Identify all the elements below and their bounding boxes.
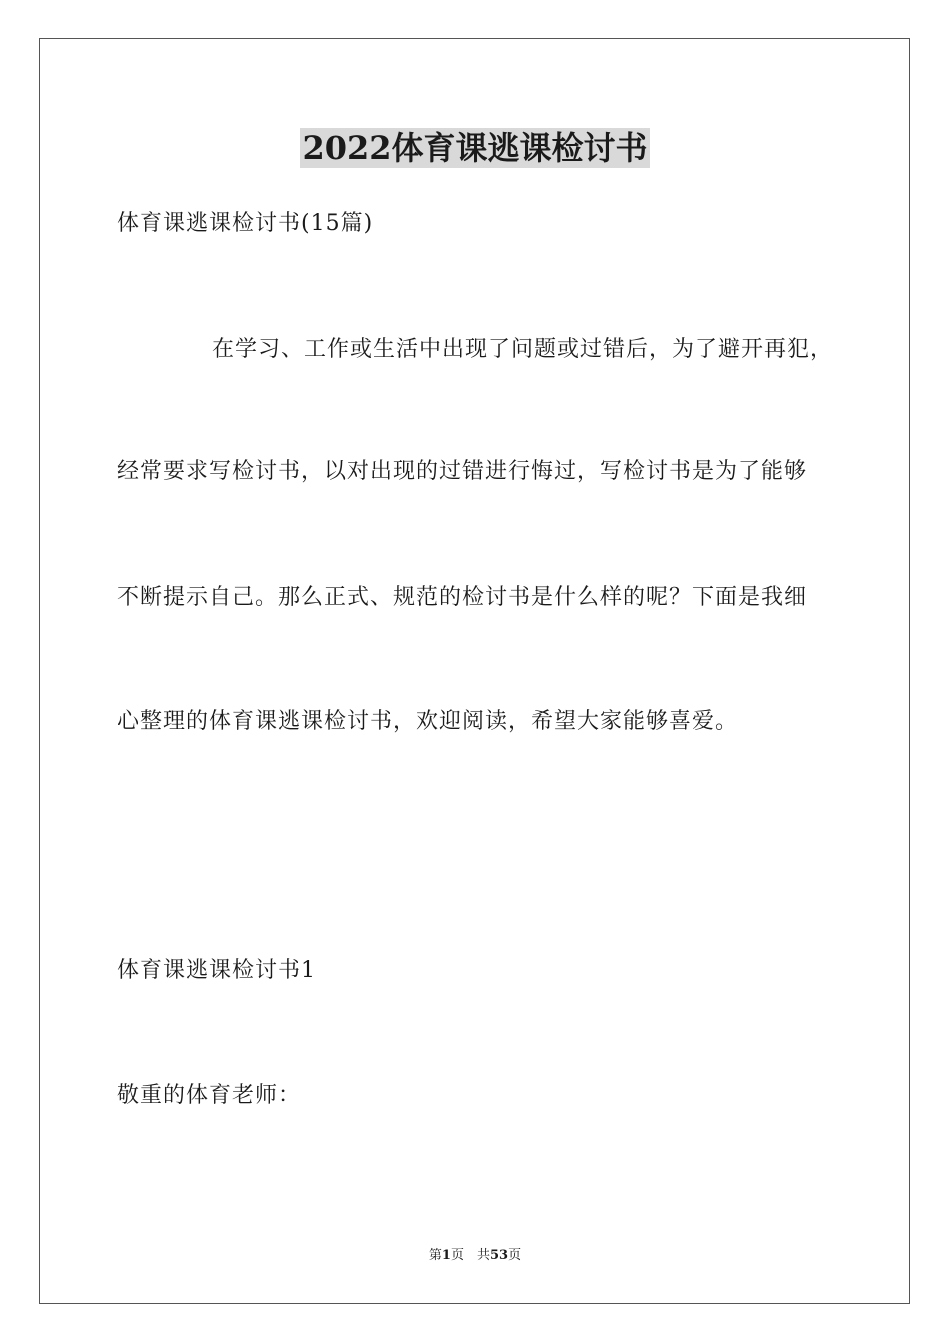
footer-mid: 页 共 xyxy=(450,1248,490,1263)
footer-total-pages: 53 xyxy=(489,1248,509,1263)
intro-line-4: 心整理的体育课逃课检讨书，欢迎阅读，希望大家能够喜爱。 xyxy=(117,709,739,734)
footer-current-page: 1 xyxy=(441,1248,451,1263)
intro-line-3: 不断提示自己。那么正式、规范的检讨书是什么样的呢？下面是我细 xyxy=(117,585,808,610)
intro-line-2: 经常要求写检讨书，以对出现的过错进行悔过，写检讨书是为了能够 xyxy=(117,459,808,484)
section-heading: 体育课逃课检讨书1 xyxy=(117,958,316,983)
footer-prefix: 第 xyxy=(428,1248,442,1263)
page-footer xyxy=(0,1247,950,1265)
document-subtitle: 体育课逃课检讨书(15篇) xyxy=(117,211,374,236)
footer-suffix: 页 xyxy=(508,1248,522,1263)
title-container xyxy=(0,128,950,168)
document-title: 2022体育课逃课检讨书 xyxy=(302,129,648,167)
intro-line-1: 在学习、工作或生活中出现了问题或过错后，为了避开再犯， xyxy=(212,337,834,362)
salutation: 敬重的体育老师： xyxy=(117,1083,302,1108)
